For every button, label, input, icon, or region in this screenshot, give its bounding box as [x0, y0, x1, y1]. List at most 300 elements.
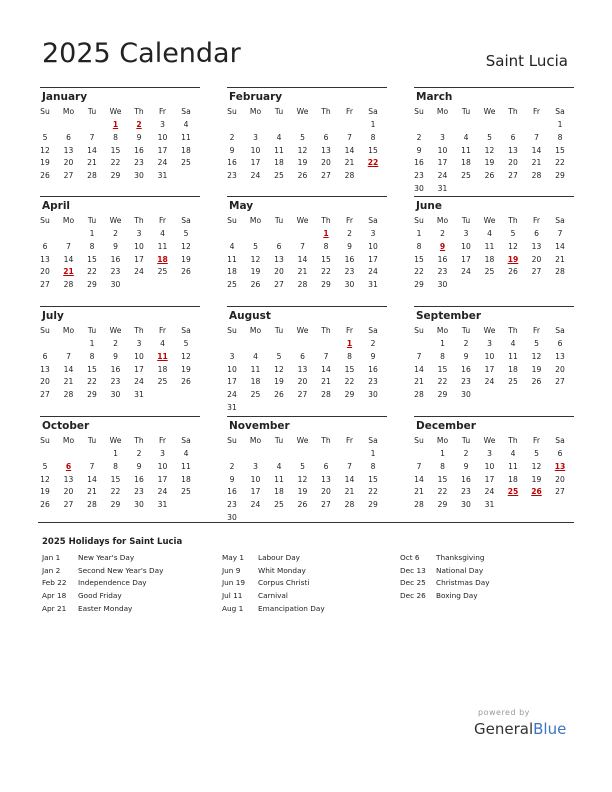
day-cell: 18 — [274, 487, 284, 497]
weekday-header: Su — [414, 436, 424, 445]
holiday-date: May 1 — [222, 553, 245, 562]
day-cell: 28 — [297, 280, 308, 290]
day-cell: 27 — [63, 171, 74, 181]
day-cell: 7 — [89, 132, 95, 142]
day-cell: 15 — [437, 474, 448, 484]
day-cell: 3 — [160, 120, 165, 129]
weekday-header: Sa — [181, 216, 191, 225]
day-cell: 4 — [510, 339, 516, 348]
weekday-header: Su — [40, 326, 50, 335]
day-cell: 25 — [181, 158, 191, 168]
weekday-header: Th — [321, 326, 331, 335]
holiday-row — [222, 604, 325, 613]
month-rule — [227, 196, 387, 197]
day-cell: 27 — [508, 171, 518, 181]
weekday-header: Tu — [274, 326, 284, 335]
powered-by-label: powered by — [478, 708, 530, 717]
day-cell: 2 — [229, 132, 235, 142]
day-cell: 13 — [40, 364, 50, 374]
holiday-name: Corpus Christi — [258, 578, 310, 588]
weekday-header: Su — [414, 107, 424, 116]
holiday-day: 9 — [439, 241, 446, 251]
day-cell: 27 — [555, 377, 565, 387]
day-cell: 19 — [40, 487, 50, 497]
day-cell: 21 — [297, 267, 308, 277]
day-cell: 28 — [344, 500, 355, 510]
day-cell: 26 — [297, 171, 308, 181]
day-cell: 23 — [134, 487, 144, 497]
weekday-header: Mo — [436, 436, 449, 445]
day-cell: 10 — [157, 132, 168, 142]
day-cell: 29 — [321, 280, 331, 290]
day-cell: 11 — [227, 254, 237, 264]
day-cell: 5 — [276, 351, 282, 361]
day-cell: 7 — [323, 351, 329, 361]
day-cell: 20 — [63, 158, 74, 168]
day-cell: 9 — [463, 351, 469, 361]
day-cell: 16 — [461, 364, 471, 374]
day-cell: 4 — [510, 449, 516, 458]
brand-logo[interactable] — [474, 720, 566, 738]
day-cell: 16 — [110, 254, 121, 264]
day-cell: 4 — [276, 461, 282, 471]
day-cell: 20 — [508, 158, 518, 168]
day-cell: 18 — [227, 267, 237, 277]
weekday-header: Su — [414, 326, 424, 335]
month-july — [40, 306, 200, 416]
month-april — [40, 196, 200, 306]
day-cell: 8 — [323, 241, 329, 251]
day-cell: 6 — [66, 132, 71, 142]
day-cell: 12 — [250, 254, 261, 264]
month-name: May — [229, 200, 254, 212]
day-cell: 5 — [42, 461, 48, 471]
holiday-date: Jun 9 — [222, 565, 241, 575]
weekday-header: Tu — [87, 107, 97, 116]
day-cell: 5 — [42, 132, 48, 142]
day-cell: 7 — [300, 241, 305, 251]
day-cell: 16 — [344, 254, 355, 264]
day-cell: 30 — [414, 184, 424, 193]
day-cell: 12 — [40, 145, 50, 155]
day-cell: 17 — [484, 364, 495, 374]
day-cell: 3 — [229, 351, 235, 361]
day-cell: 28 — [414, 390, 424, 400]
day-cell: 15 — [437, 364, 448, 374]
day-cell: 11 — [181, 132, 191, 142]
day-cell: 15 — [344, 364, 355, 374]
weekday-header: Tu — [87, 216, 97, 225]
day-cell: 18 — [181, 145, 191, 155]
weekday-header: Fr — [159, 326, 166, 335]
weekday-header: Su — [227, 107, 237, 116]
weekday-header: Fr — [533, 107, 540, 116]
holiday-date: Apr 18 — [42, 591, 67, 601]
day-cell: 30 — [461, 500, 471, 510]
weekday-header: Tu — [461, 107, 471, 116]
day-cell: 28 — [531, 171, 542, 181]
day-cell: 11 — [508, 351, 518, 361]
holiday-date: Dec 13 — [400, 565, 426, 575]
day-cell: 30 — [134, 171, 144, 181]
day-cell: 26 — [531, 377, 542, 387]
day-cell: 30 — [227, 513, 237, 522]
weekday-header: Sa — [555, 436, 565, 445]
day-cell: 19 — [297, 487, 308, 497]
day-cell: 19 — [274, 377, 284, 387]
month-rule — [227, 416, 387, 417]
day-cell: 8 — [416, 241, 422, 251]
month-rule — [40, 306, 200, 307]
day-cell: 7 — [416, 461, 422, 471]
day-cell: 7 — [347, 132, 352, 142]
day-cell: 24 — [227, 390, 237, 400]
weekday-header: Th — [321, 107, 331, 116]
day-cell: 26 — [297, 500, 308, 510]
day-cell: 19 — [531, 474, 542, 484]
day-cell: 26 — [40, 500, 50, 510]
day-cell: 1 — [113, 449, 118, 458]
month-february — [227, 87, 387, 197]
day-cell: 10 — [437, 145, 448, 155]
weekday-header: Mo — [436, 326, 449, 335]
holiday-day: 11 — [157, 351, 168, 361]
holiday-name: Whit Monday — [258, 565, 306, 575]
weekday-header: We — [296, 216, 309, 225]
weekday-header: Sa — [368, 326, 378, 335]
day-cell: 9 — [229, 145, 235, 155]
day-cell: 3 — [253, 132, 258, 142]
day-cell: 17 — [484, 474, 495, 484]
month-rule — [227, 87, 387, 88]
day-cell: 6 — [323, 132, 329, 142]
holiday-name: Easter Monday — [78, 603, 133, 613]
day-cell: 15 — [110, 145, 121, 155]
day-cell: 24 — [437, 171, 448, 181]
day-cell: 21 — [344, 158, 355, 168]
day-cell: 4 — [487, 229, 492, 238]
month-august — [227, 306, 387, 416]
holiday-row — [42, 604, 132, 613]
day-cell: 16 — [110, 364, 121, 374]
day-cell: 4 — [276, 132, 282, 142]
holiday-day: 18 — [157, 254, 168, 264]
day-cell: 10 — [250, 145, 261, 155]
month-name: February — [229, 91, 283, 103]
day-cell: 19 — [297, 158, 308, 168]
weekday-header: Mo — [249, 436, 262, 445]
day-cell: 16 — [414, 158, 424, 168]
day-cell: 21 — [321, 377, 331, 387]
day-cell: 1 — [89, 339, 95, 348]
day-cell: 25 — [484, 267, 495, 277]
day-cell: 18 — [157, 364, 168, 374]
weekday-header: Th — [508, 326, 518, 335]
day-cell: 29 — [437, 390, 448, 400]
page-title: 2025 Calendar — [42, 38, 241, 69]
day-cell: 9 — [416, 145, 422, 155]
day-cell: 4 — [229, 241, 235, 251]
day-cell: 10 — [250, 474, 261, 484]
weekday-header: Fr — [346, 216, 353, 225]
day-cell: 22 — [321, 267, 331, 277]
day-cell: 3 — [487, 449, 492, 458]
weekday-header: Mo — [249, 216, 262, 225]
month-june — [414, 196, 574, 306]
day-cell: 15 — [87, 364, 97, 374]
day-cell: 28 — [555, 267, 565, 277]
day-cell: 24 — [368, 267, 378, 277]
day-cell: 28 — [414, 500, 424, 510]
holiday-name: Good Friday — [78, 591, 122, 601]
holiday-date: Jun 19 — [222, 578, 246, 588]
day-cell: 13 — [40, 254, 50, 264]
weekday-header: We — [483, 107, 496, 116]
day-cell: 20 — [555, 474, 565, 484]
month-october — [40, 416, 200, 526]
day-cell: 29 — [87, 390, 97, 400]
day-cell: 12 — [181, 351, 191, 361]
day-cell: 19 — [531, 364, 542, 374]
day-cell: 8 — [113, 461, 118, 471]
day-cell: 10 — [134, 351, 144, 361]
day-cell: 18 — [508, 364, 518, 374]
day-cell: 8 — [370, 132, 376, 142]
day-cell: 12 — [531, 351, 542, 361]
month-name: November — [229, 420, 290, 432]
day-cell: 10 — [484, 351, 495, 361]
day-cell: 23 — [227, 500, 237, 510]
weekday-header: Su — [227, 436, 237, 445]
day-cell: 15 — [414, 254, 424, 264]
divider — [38, 522, 574, 523]
day-cell: 27 — [63, 500, 74, 510]
weekday-header: Sa — [555, 326, 565, 335]
day-cell: 14 — [414, 474, 424, 484]
day-cell: 29 — [87, 280, 97, 290]
weekday-header: Sa — [181, 436, 191, 445]
day-cell: 21 — [63, 377, 74, 387]
weekday-header: Mo — [62, 107, 75, 116]
day-cell: 17 — [250, 158, 261, 168]
weekday-header: Fr — [533, 436, 540, 445]
weekday-header: Mo — [62, 216, 75, 225]
day-cell: 22 — [555, 158, 565, 168]
day-cell: 20 — [274, 267, 284, 277]
month-may — [227, 196, 387, 306]
day-cell: 17 — [437, 158, 448, 168]
day-cell: 26 — [274, 390, 284, 400]
day-cell: 3 — [370, 229, 376, 238]
day-cell: 31 — [134, 390, 144, 400]
day-cell: 4 — [183, 120, 189, 129]
holiday-row — [222, 553, 300, 562]
day-cell: 17 — [227, 377, 237, 387]
holiday-row — [222, 578, 309, 587]
day-cell: 25 — [250, 390, 261, 400]
day-cell: 9 — [136, 461, 142, 471]
day-cell: 27 — [555, 487, 565, 497]
day-cell: 8 — [89, 241, 95, 251]
month-name: December — [416, 420, 476, 432]
holiday-name: Labour Day — [258, 553, 300, 562]
day-cell: 16 — [227, 487, 237, 497]
holiday-day: 2 — [136, 120, 142, 129]
day-cell: 15 — [368, 145, 378, 155]
holiday-row — [222, 566, 306, 575]
day-cell: 21 — [531, 158, 542, 168]
month-rule — [40, 416, 200, 417]
day-cell: 11 — [157, 241, 168, 251]
weekday-header: Su — [227, 216, 237, 225]
weekday-header: Fr — [159, 107, 166, 116]
day-cell: 7 — [416, 351, 422, 361]
day-cell: 8 — [440, 351, 445, 361]
day-cell: 24 — [484, 487, 495, 497]
day-cell: 1 — [370, 449, 376, 458]
weekday-header: Tu — [274, 216, 284, 225]
day-cell: 19 — [250, 267, 261, 277]
weekday-header: Fr — [346, 326, 353, 335]
holiday-date: Dec 26 — [400, 591, 426, 601]
weekday-header: Sa — [181, 107, 191, 116]
day-cell: 10 — [227, 364, 237, 374]
weekday-header: We — [483, 436, 496, 445]
weekday-header: Th — [134, 436, 144, 445]
month-name: January — [42, 91, 88, 103]
weekday-header: We — [296, 436, 309, 445]
holiday-row — [400, 553, 484, 562]
day-cell: 17 — [134, 254, 144, 264]
day-cell: 6 — [300, 351, 305, 361]
day-cell: 2 — [463, 339, 469, 348]
day-cell: 8 — [113, 132, 118, 142]
day-cell: 2 — [113, 229, 118, 238]
day-cell: 14 — [63, 364, 74, 374]
day-cell: 30 — [110, 280, 121, 290]
day-cell: 16 — [368, 364, 378, 374]
day-cell: 27 — [297, 390, 308, 400]
day-cell: 13 — [531, 241, 542, 251]
day-cell: 16 — [134, 145, 144, 155]
weekday-header: Fr — [346, 107, 353, 116]
day-cell: 10 — [157, 461, 168, 471]
day-cell: 14 — [87, 474, 97, 484]
weekday-header: Fr — [159, 436, 166, 445]
day-cell: 20 — [321, 158, 331, 168]
day-cell: 28 — [63, 280, 74, 290]
day-cell: 12 — [40, 474, 50, 484]
day-cell: 20 — [321, 487, 331, 497]
day-cell: 10 — [484, 461, 495, 471]
day-cell: 11 — [181, 461, 191, 471]
day-cell: 28 — [321, 390, 331, 400]
day-cell: 11 — [461, 145, 471, 155]
day-cell: 14 — [531, 145, 542, 155]
holiday-date: Dec 25 — [400, 578, 426, 588]
holiday-day: 19 — [507, 254, 519, 264]
day-cell: 7 — [89, 461, 95, 471]
day-cell: 30 — [461, 390, 471, 400]
day-cell: 5 — [183, 339, 189, 348]
day-cell: 22 — [344, 377, 355, 387]
day-cell: 30 — [368, 390, 378, 400]
day-cell: 9 — [463, 461, 469, 471]
weekday-header: Mo — [62, 326, 75, 335]
day-cell: 22 — [368, 487, 378, 497]
day-cell: 12 — [297, 145, 308, 155]
weekday-header: Th — [508, 107, 518, 116]
day-cell: 5 — [183, 229, 189, 238]
day-cell: 1 — [440, 449, 445, 458]
holiday-name: Thanksgiving — [436, 553, 485, 562]
weekday-header: Tu — [461, 326, 471, 335]
day-cell: 13 — [63, 474, 74, 484]
weekday-header: Su — [414, 216, 424, 225]
day-cell: 31 — [227, 403, 237, 412]
day-cell: 2 — [229, 461, 235, 471]
day-cell: 25 — [227, 280, 237, 290]
day-cell: 5 — [510, 229, 516, 238]
holiday-name: Carnival — [258, 591, 288, 601]
day-cell: 23 — [437, 267, 448, 277]
day-cell: 13 — [297, 364, 308, 374]
day-cell: 9 — [113, 351, 118, 361]
weekday-header: We — [296, 107, 309, 116]
day-cell: 6 — [42, 241, 48, 251]
day-cell: 18 — [250, 377, 261, 387]
weekday-header: We — [109, 107, 122, 116]
day-cell: 12 — [181, 241, 191, 251]
holiday-day: 21 — [63, 267, 74, 277]
month-rule — [227, 306, 387, 307]
weekday-header: Th — [321, 436, 331, 445]
day-cell: 21 — [414, 487, 424, 497]
day-cell: 6 — [323, 461, 329, 471]
day-cell: 19 — [181, 254, 191, 264]
day-cell: 6 — [276, 241, 282, 251]
day-cell: 29 — [110, 171, 121, 181]
holiday-row — [400, 591, 478, 600]
day-cell: 23 — [134, 158, 144, 168]
day-cell: 24 — [134, 267, 144, 277]
day-cell: 14 — [87, 145, 97, 155]
holiday-date: Aug 1 — [222, 603, 244, 613]
day-cell: 3 — [487, 339, 492, 348]
day-cell: 7 — [557, 229, 563, 238]
day-cell: 7 — [66, 241, 71, 251]
day-cell: 24 — [157, 487, 168, 497]
weekday-header: Sa — [368, 436, 378, 445]
holiday-day: 1 — [112, 120, 119, 129]
day-cell: 13 — [321, 474, 331, 484]
day-cell: 1 — [370, 120, 376, 129]
day-cell: 10 — [368, 241, 378, 251]
day-cell: 12 — [531, 461, 542, 471]
day-cell: 12 — [484, 145, 495, 155]
holiday-name: Second New Year's Day — [78, 565, 164, 575]
day-cell: 24 — [461, 267, 471, 277]
day-cell: 6 — [557, 449, 563, 458]
day-cell: 17 — [461, 254, 471, 264]
holiday-row — [222, 591, 288, 600]
day-cell: 29 — [344, 390, 355, 400]
month-december — [414, 416, 574, 526]
holiday-row — [400, 566, 483, 575]
month-rule — [414, 416, 574, 417]
day-cell: 7 — [66, 351, 71, 361]
month-name: March — [416, 91, 453, 103]
